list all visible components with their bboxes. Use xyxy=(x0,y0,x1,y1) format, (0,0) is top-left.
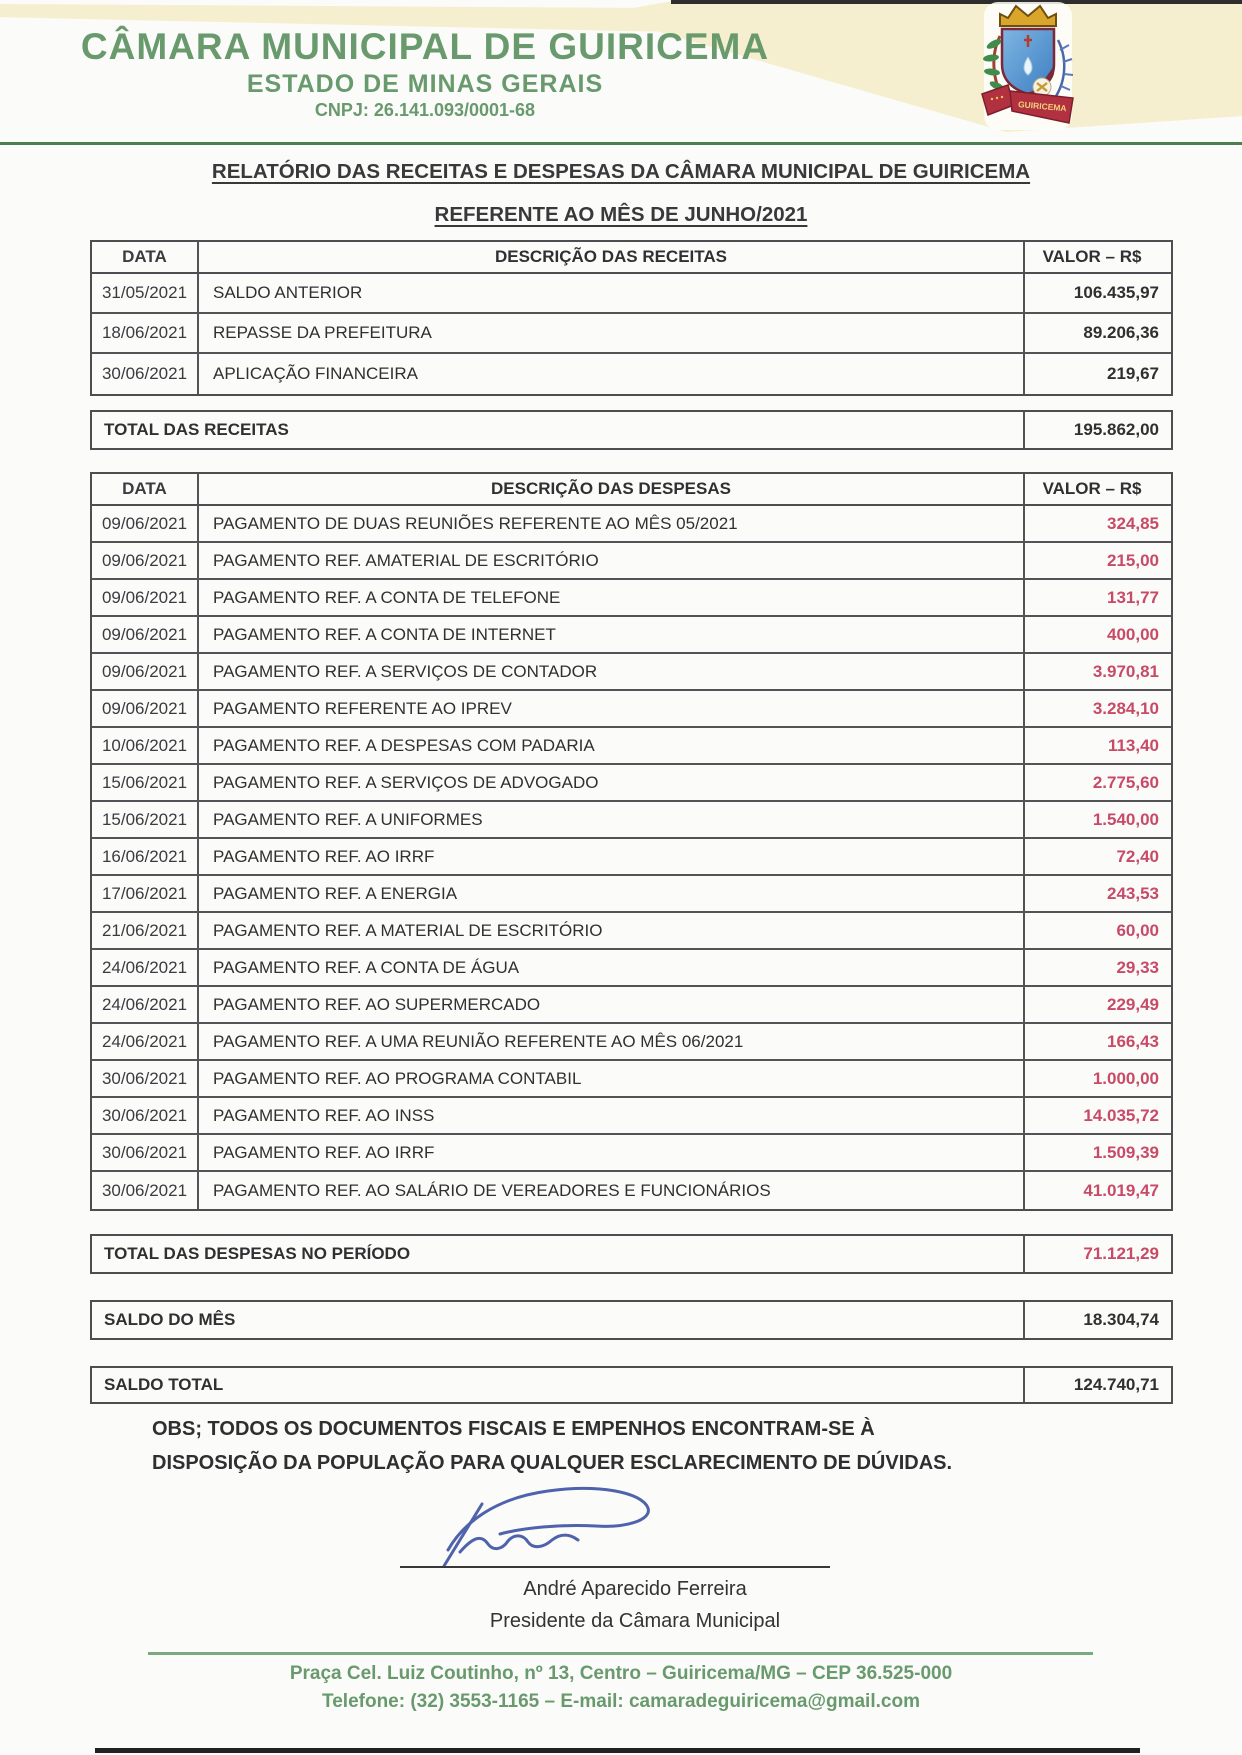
row-date: 15/06/2021 xyxy=(92,765,199,800)
column-header-descricao-despesas: DESCRIÇÃO DAS DESPESAS xyxy=(491,479,731,498)
table-row xyxy=(92,314,1171,354)
saldo-total-box xyxy=(90,1366,1173,1404)
row-date: 30/06/2021 xyxy=(92,1098,199,1133)
table-row xyxy=(92,543,1171,580)
row-date: 16/06/2021 xyxy=(92,839,199,874)
receitas-table-header xyxy=(92,242,1171,274)
table-row xyxy=(92,1172,1171,1209)
row-value: 243,53 xyxy=(1023,876,1171,911)
row-date: 24/06/2021 xyxy=(92,987,199,1022)
table-row xyxy=(92,839,1171,876)
table-row xyxy=(92,913,1171,950)
signer-name: André Aparecido Ferreira xyxy=(523,1578,747,1600)
row-value: 166,43 xyxy=(1023,1024,1171,1059)
row-date: 09/06/2021 xyxy=(92,580,199,615)
table-row xyxy=(92,691,1171,728)
row-value: 400,00 xyxy=(1023,617,1171,652)
table-row xyxy=(92,506,1171,543)
row-value: 60,00 xyxy=(1023,913,1171,948)
logo-ribbon-text: GUIRICEMA xyxy=(1017,99,1067,114)
row-value: 29,33 xyxy=(1023,950,1171,985)
row-description: PAGAMENTO REF. AO SUPERMERCADO xyxy=(213,994,541,1014)
column-header-valor: VALOR – R$ xyxy=(1023,242,1171,272)
table-row xyxy=(92,1135,1171,1172)
saldo-total-value: 124.740,71 xyxy=(1023,1368,1171,1402)
total-receitas-value: 195.862,00 xyxy=(1023,412,1171,448)
table-row xyxy=(92,580,1171,617)
row-date: 31/05/2021 xyxy=(92,274,199,312)
row-description: PAGAMENTO REF. A SERVIÇOS DE CONTADOR xyxy=(213,661,598,681)
row-date: 24/06/2021 xyxy=(92,1024,199,1059)
row-date: 09/06/2021 xyxy=(92,543,199,578)
row-description: PAGAMENTO REF. AO IRRF xyxy=(213,1142,435,1162)
row-date: 30/06/2021 xyxy=(92,354,199,394)
row-date: 18/06/2021 xyxy=(92,314,199,352)
row-date: 17/06/2021 xyxy=(92,876,199,911)
row-value: 219,67 xyxy=(1023,354,1171,394)
table-row xyxy=(92,274,1171,314)
row-value: 3.284,10 xyxy=(1023,691,1171,726)
column-header-data: DATA xyxy=(92,242,199,272)
row-date: 09/06/2021 xyxy=(92,617,199,652)
column-header-data: DATA xyxy=(92,474,199,504)
signer-role: Presidente da Câmara Municipal xyxy=(489,1610,781,1632)
row-value: 131,77 xyxy=(1023,580,1171,615)
row-description: PAGAMENTO REF. A CONTA DE TELEFONE xyxy=(213,587,561,607)
row-value: 113,40 xyxy=(1023,728,1171,763)
signature-stroke xyxy=(430,1478,690,1568)
despesas-table-body xyxy=(92,506,1171,1209)
row-value: 229,49 xyxy=(1023,987,1171,1022)
table-row xyxy=(92,354,1171,394)
report-subtitle: REFERENTE AO MÊS DE JUNHO/2021 xyxy=(434,203,808,226)
saldo-total-label: SALDO TOTAL xyxy=(104,1375,224,1394)
row-date: 15/06/2021 xyxy=(92,802,199,837)
total-despesas-label: TOTAL DAS DESPESAS NO PERÍODO xyxy=(104,1244,411,1263)
row-value: 106.435,97 xyxy=(1023,274,1171,312)
total-receitas-label: TOTAL DAS RECEITAS xyxy=(104,420,289,439)
saldo-mes-box xyxy=(90,1300,1173,1340)
row-date: 09/06/2021 xyxy=(92,691,199,726)
scan-bottom-edge xyxy=(95,1748,1140,1753)
row-value: 2.775,60 xyxy=(1023,765,1171,800)
row-value: 1.540,00 xyxy=(1023,802,1171,837)
table-row xyxy=(92,1061,1171,1098)
row-description: PAGAMENTO REF. AO PROGRAMA CONTABIL xyxy=(213,1068,582,1088)
table-row xyxy=(92,802,1171,839)
row-description: APLICAÇÃO FINANCEIRA xyxy=(213,364,418,383)
row-description: REPASSE DA PREFEITURA xyxy=(213,323,432,342)
column-header-descricao-receitas: DESCRIÇÃO DAS RECEITAS xyxy=(494,247,728,266)
row-date: 30/06/2021 xyxy=(92,1135,199,1170)
table-row xyxy=(92,1098,1171,1135)
row-description: PAGAMENTO REF. A UNIFORMES xyxy=(213,809,483,829)
row-date: 30/06/2021 xyxy=(92,1061,199,1096)
row-value: 41.019,47 xyxy=(1023,1172,1171,1209)
row-description: PAGAMENTO REF. AO IRRF xyxy=(213,846,435,866)
table-row xyxy=(92,950,1171,987)
report-title: RELATÓRIO DAS RECEITAS E DESPESAS DA CÂMARA MUNICIPAL DE GUIRICEMA xyxy=(211,160,1031,183)
despesas-table xyxy=(90,472,1173,1211)
row-date: 10/06/2021 xyxy=(92,728,199,763)
row-date: 09/06/2021 xyxy=(92,506,199,541)
row-value: 1.000,00 xyxy=(1023,1061,1171,1096)
row-date: 24/06/2021 xyxy=(92,950,199,985)
org-state: ESTADO DE MINAS GERAIS xyxy=(246,70,604,98)
row-description: PAGAMENTO REF. AO INSS xyxy=(213,1105,435,1125)
scan-top-edge xyxy=(671,0,1242,4)
total-despesas-box xyxy=(90,1234,1173,1274)
row-value: 3.970,81 xyxy=(1023,654,1171,689)
despesas-table-header xyxy=(92,474,1171,506)
footer-address: Praça Cel. Luiz Coutinho, nº 13, Centro – Guiricema/MG – CEP 36.525-000 xyxy=(289,1663,953,1684)
row-description: PAGAMENTO DE DUAS REUNIÕES REFERENTE AO MÊS 05/2021 xyxy=(213,513,738,533)
signature-line xyxy=(400,1566,830,1568)
saldo-mes-value: 18.304,74 xyxy=(1023,1302,1171,1338)
org-name: CÂMARA MUNICIPAL DE GUIRICEMA xyxy=(80,26,770,67)
table-row xyxy=(92,1024,1171,1061)
row-description: PAGAMENTO REF. A ENERGIA xyxy=(213,883,458,903)
row-description: PAGAMENTO REF. A CONTA DE ÁGUA xyxy=(213,957,520,977)
row-description: PAGAMENTO REF. A DESPESAS COM PADARIA xyxy=(213,735,595,755)
row-value: 1.509,39 xyxy=(1023,1135,1171,1170)
saldo-mes-label: SALDO DO MÊS xyxy=(104,1310,236,1329)
row-description: SALDO ANTERIOR xyxy=(213,283,363,302)
row-value: 72,40 xyxy=(1023,839,1171,874)
column-header-valor: VALOR – R$ xyxy=(1023,474,1171,504)
table-row xyxy=(92,728,1171,765)
receitas-table-body xyxy=(92,274,1171,394)
row-description: PAGAMENTO REFERENTE AO IPREV xyxy=(213,698,512,718)
receitas-table xyxy=(90,240,1173,396)
table-row xyxy=(92,765,1171,802)
footer-contact: Telefone: (32) 3553-1165 – E-mail: camaradeguiricema@gmail.com xyxy=(322,1691,920,1712)
footer-divider xyxy=(148,1652,1093,1655)
table-row xyxy=(92,654,1171,691)
row-description: PAGAMENTO REF. A SERVIÇOS DE ADVOGADO xyxy=(213,772,599,792)
row-date: 30/06/2021 xyxy=(92,1172,199,1209)
row-value: 89.206,36 xyxy=(1023,314,1171,352)
row-value: 14.035,72 xyxy=(1023,1098,1171,1133)
row-description: PAGAMENTO REF. A UMA REUNIÃO REFERENTE AO MÊS 06/2021 xyxy=(213,1031,744,1051)
row-value: 324,85 xyxy=(1023,506,1171,541)
row-date: 09/06/2021 xyxy=(92,654,199,689)
obs-note: OBS; TODOS OS DOCUMENTOS FISCAIS E EMPENHOS ENCONTRAM-SE À DISPOSIÇÃO DA POPULAÇÃO PARA QUALQUER ESCLARECIMENTO DE DÚVIDAS. xyxy=(152,1418,953,1474)
org-cnpj: CNPJ: 26.141.093/0001-68 xyxy=(314,100,536,120)
row-description: PAGAMENTO REF. AMATERIAL DE ESCRITÓRIO xyxy=(213,550,599,570)
table-row xyxy=(92,617,1171,654)
coat-of-arms-icon xyxy=(980,2,1076,136)
table-row xyxy=(92,876,1171,913)
total-receitas-box xyxy=(90,410,1173,450)
table-row xyxy=(92,987,1171,1024)
row-description: PAGAMENTO REF. AO SALÁRIO DE VEREADORES E FUNCIONÁRIOS xyxy=(213,1180,771,1200)
row-description: PAGAMENTO REF. A CONTA DE INTERNET xyxy=(213,624,556,644)
total-despesas-value: 71.121,29 xyxy=(1023,1236,1171,1272)
row-description: PAGAMENTO REF. A MATERIAL DE ESCRITÓRIO xyxy=(213,920,603,940)
row-date: 21/06/2021 xyxy=(92,913,199,948)
header-divider xyxy=(0,142,1242,145)
row-value: 215,00 xyxy=(1023,543,1171,578)
